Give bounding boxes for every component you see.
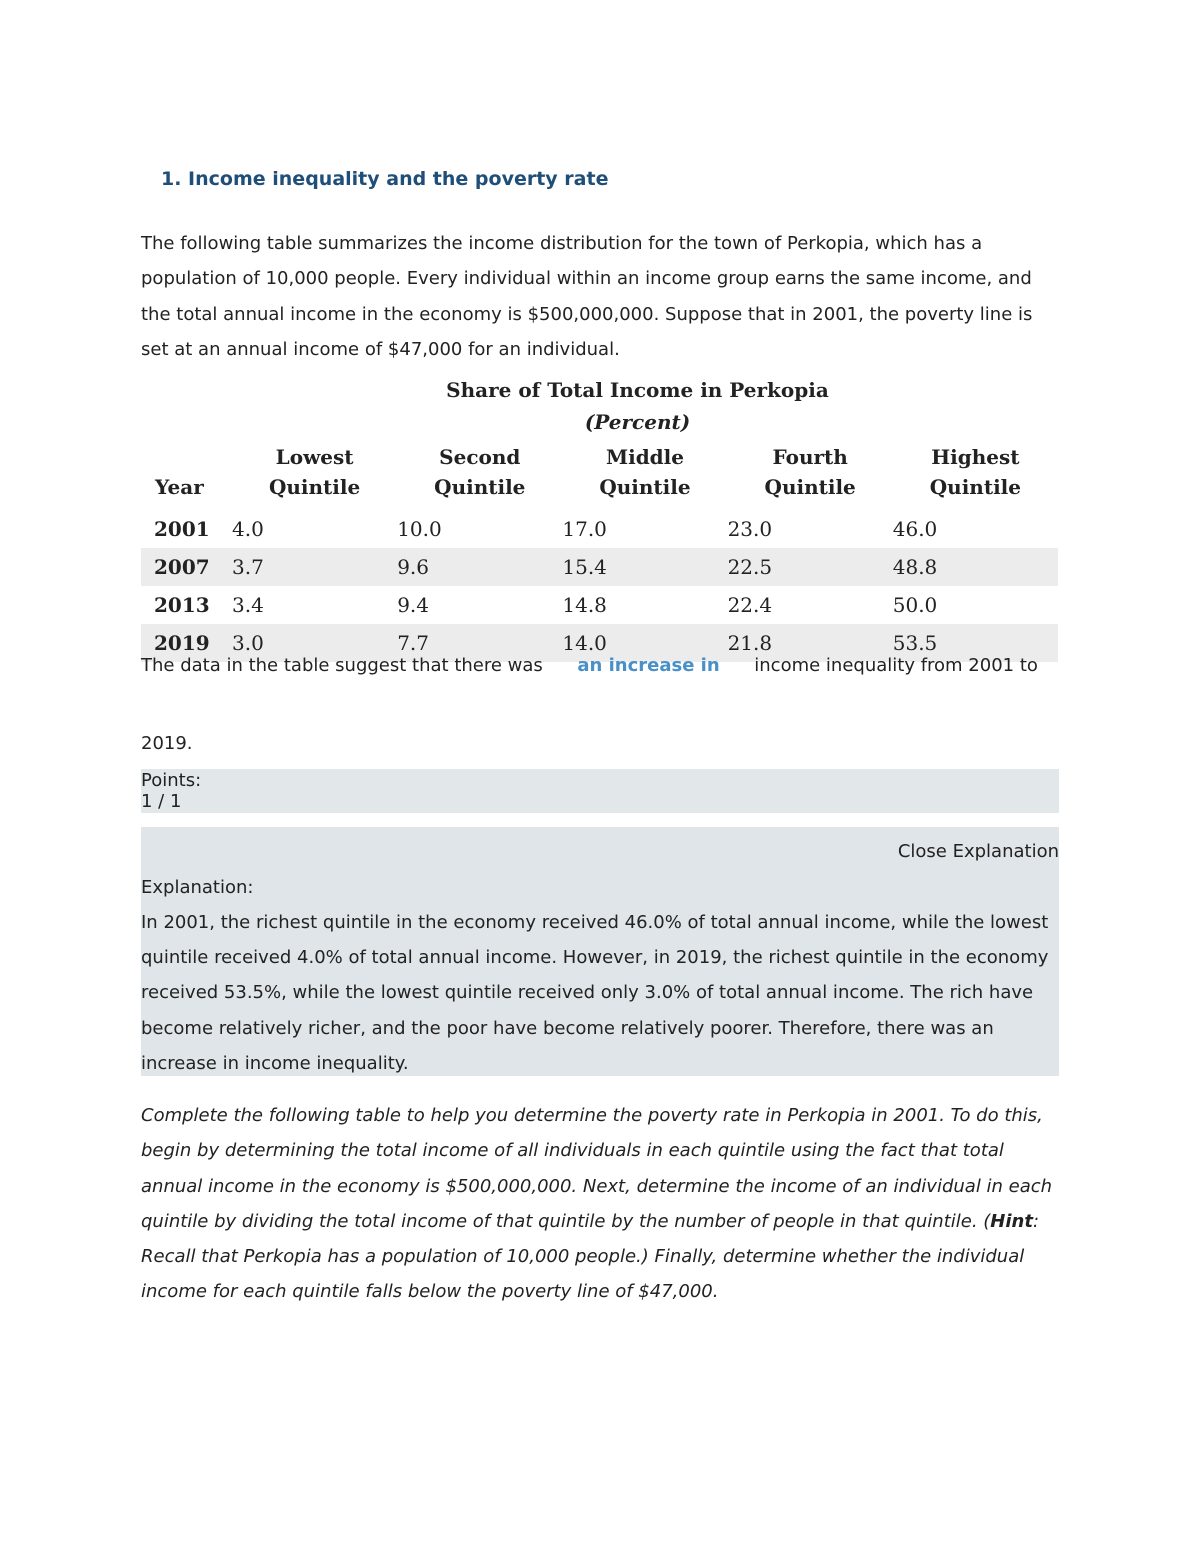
table-row xyxy=(141,548,1058,586)
explanation-body: In 2001, the richest quintile in the economy received 46.0% of total annual income, while the lowest quintile received 4.0% of total annual income. However, in 2019, the richest quintile in the economy received 53.5%, while the lowest quintile received only 3.0% of total annual income. The rich have become relatively richer, and the poor have become relatively poorer. Therefore, there was an increase in income inequality. xyxy=(141,912,1049,1074)
cell-second: 7.7 xyxy=(397,624,562,662)
header-lowest-quintile: Lowest Quintile xyxy=(268,445,361,499)
cell-second: 9.6 xyxy=(397,548,562,586)
cell-lowest: 4.0 xyxy=(232,517,264,541)
header-fourth-quintile: Fourth Quintile xyxy=(764,445,856,499)
cell-fourth: 22.5 xyxy=(728,548,893,586)
question-title: 1. Income inequality and the poverty rate xyxy=(161,168,609,190)
cell-lowest: 3.4 xyxy=(232,593,264,617)
cell-fourth: 22.4 xyxy=(727,593,773,617)
answer-text-after: income inequality from 2001 to xyxy=(754,655,1038,676)
answer-sentence xyxy=(141,652,1059,680)
cell-fourth: 21.8 xyxy=(728,624,893,662)
cell-lowest: 3.7 xyxy=(232,548,397,586)
cell-lowest: 3.0 xyxy=(232,624,397,662)
cell-year: 2007 xyxy=(141,548,232,586)
cell-middle: 15.4 xyxy=(562,548,727,586)
cell-highest: 50.0 xyxy=(892,593,938,617)
cell-second: 10.0 xyxy=(397,517,442,541)
instructions-part-2: : Recall that Perkopia has a population of 10,000 people.) Finally, determine whether the individual income for each quintile falls below the poverty line of $47,000. xyxy=(141,1210,1040,1303)
instructions-paragraph xyxy=(141,1098,1059,1310)
close-explanation-button[interactable]: Close Explanation xyxy=(897,841,1059,862)
explanation-label: Explanation: xyxy=(141,877,254,898)
explanation-panel xyxy=(141,827,1059,1076)
cell-second: 9.4 xyxy=(397,593,429,617)
header-highest-quintile: Highest Quintile xyxy=(929,445,1021,499)
header-middle-quintile: Middle Quintile xyxy=(599,445,691,499)
answer-text-end: 2019. xyxy=(141,733,193,754)
cell-year: 2019 xyxy=(141,624,232,662)
table-title: Share of Total Income in Perkopia xyxy=(446,378,829,402)
cell-fourth: 23.0 xyxy=(727,517,773,541)
cell-highest: 48.8 xyxy=(893,548,1058,586)
answer-text-before: The data in the table suggest that there was xyxy=(141,655,543,676)
points-panel xyxy=(141,769,1059,813)
cell-highest: 46.0 xyxy=(892,517,938,541)
points-value: 1 / 1 xyxy=(141,791,182,812)
table-row xyxy=(141,510,1058,548)
points-label: Points: xyxy=(141,770,202,791)
cell-middle: 14.8 xyxy=(562,593,607,617)
question-intro: The following table summarizes the income distribution for the town of Perkopia, which has a population of 10,000 people. Every individual within an income group earns the same income, and the total annual income in the economy is $500,000,000. Suppose that in 2001, the poverty line is set at an annual income of $47,000 for an individual. xyxy=(141,233,1033,360)
income-share-table xyxy=(141,442,1058,662)
cell-highest: 53.5 xyxy=(893,624,1058,662)
answer-dropdown-selection[interactable]: an increase in xyxy=(577,655,720,676)
cell-year: 2001 xyxy=(154,517,210,541)
cell-middle: 14.0 xyxy=(562,624,727,662)
header-second-quintile: Second Quintile xyxy=(434,445,526,499)
cell-year: 2013 xyxy=(154,593,210,617)
header-year: Year xyxy=(155,475,204,499)
table-header-row xyxy=(141,442,1058,510)
cell-middle: 17.0 xyxy=(562,517,607,541)
table-subtitle: (Percent) xyxy=(584,410,691,434)
instructions-part-1: Complete the following table to help you determine the poverty rate in Perkopia in 2001. To do this, begin by determining the total income of all individuals in each quintile using the fact that total annual income in the economy is $500,000,000. Next, determine the income of an individual in each quintile by dividing the total income of that quintile by the number of people in that quintile. ( xyxy=(141,1105,1053,1232)
table-row xyxy=(141,586,1058,624)
hint-label: Hint xyxy=(990,1210,1033,1232)
